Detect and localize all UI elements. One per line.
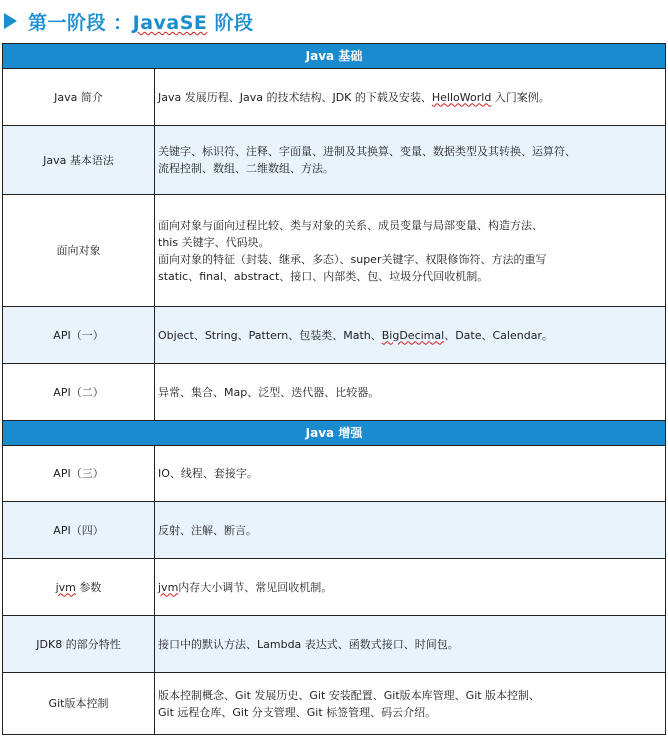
content-line: 反射、注解、断言。 [158, 523, 257, 537]
table-row [3, 195, 666, 307]
topic-content [155, 673, 666, 735]
content-line: this 关键字、代码块。 [158, 235, 270, 249]
topic-content [155, 69, 666, 126]
stage-heading [0, 0, 668, 42]
content-line: Java 发展历程、Java 的技术结构、JDK 的下载及安装、HelloWorld 入门案例。 [158, 90, 550, 104]
topic-label: Java 基本语法 [3, 126, 155, 195]
section-header-basics [3, 44, 666, 69]
topic-content [155, 307, 666, 364]
topic-content [155, 126, 666, 195]
topic-content [155, 559, 666, 616]
topic-content [155, 616, 666, 673]
content-line: 流程控制、数组、二维数组、方法。 [158, 162, 334, 175]
content-line: jvm内存大小调节、常见回收机制。 [158, 580, 333, 594]
content-line: 面向对象的特征（封装、继承、多态）、super关键字、权限修饰符、方法的重写 [158, 252, 547, 266]
table-row [3, 364, 666, 421]
topic-label: API（二） [3, 364, 155, 421]
topic-label: jvm 参数 [3, 559, 155, 616]
section-title: Java 增强 [3, 421, 666, 446]
content-line: 异常、集合、Map、泛型、迭代器、比较器。 [158, 385, 380, 399]
content-line: Object、String、Pattern、包装类、Math、BigDecimal、Date、Calendar。 [158, 328, 553, 342]
topic-label: Git版本控制 [3, 673, 155, 735]
content-line: 面向对象与面向过程比较、类与对象的关系、成员变量与局部变量、构造方法、 [158, 218, 543, 232]
content-line: IO、线程、套接字。 [158, 467, 258, 480]
content-line: 版本控制概念、Git 发展历史、Git 安装配置、Git版本库管理、Git 版本控制、 [158, 688, 541, 702]
topic-label: API（一） [3, 307, 155, 364]
table-row [3, 446, 666, 502]
topic-label: JDK8 的部分特性 [3, 616, 155, 673]
topic-content [155, 195, 666, 307]
table-row [3, 502, 666, 559]
table-row [3, 673, 666, 735]
triangle-bullet-icon [4, 13, 17, 29]
table-row [3, 126, 666, 195]
section-title: Java 基础 [3, 44, 666, 69]
section-header-advanced [3, 421, 666, 446]
content-line: Git 远程仓库、Git 分支管理、Git 标签管理、码云介绍。 [158, 705, 437, 719]
table-row [3, 616, 666, 673]
content-line: 接口中的默认方法、Lambda 表达式、函数式接口、时间包。 [158, 637, 459, 651]
content-line: static、final、abstract、接口、内部类、包、垃圾分代回收机制。 [158, 269, 489, 283]
topic-content [155, 502, 666, 559]
curriculum-table [2, 43, 666, 735]
topic-label: API（三） [3, 446, 155, 502]
content-line: 关键字、标识符、注释、字面量、进制及其换算、变量、数据类型及其转换、运算符、 [158, 145, 576, 158]
topic-content [155, 364, 666, 421]
topic-content [155, 446, 666, 502]
topic-label: API（四） [3, 502, 155, 559]
table-row [3, 69, 666, 126]
table-row [3, 307, 666, 364]
topic-label: 面向对象 [3, 195, 155, 307]
topic-label: Java 简介 [3, 69, 155, 126]
table-row [3, 559, 666, 616]
stage-title: 第一阶段 ：JavaSE 阶段 [28, 12, 254, 34]
